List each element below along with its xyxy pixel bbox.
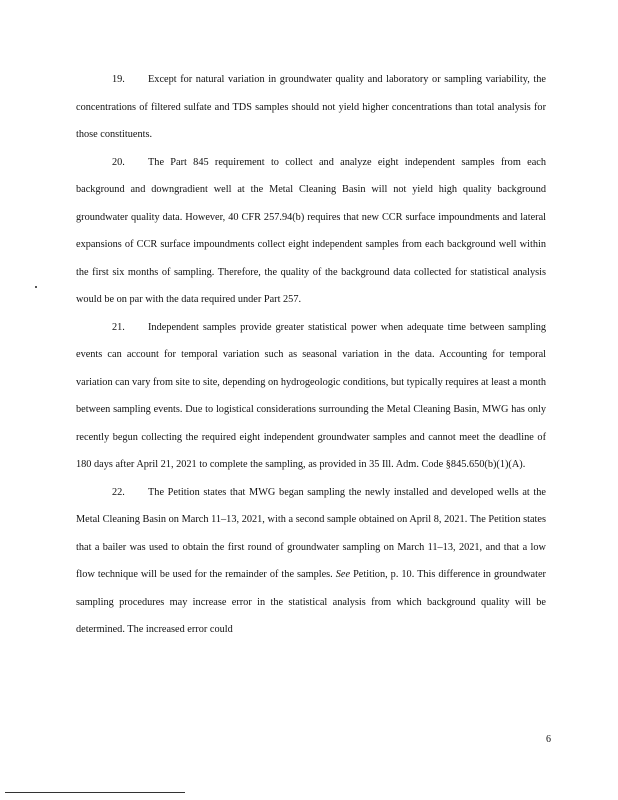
paragraph-number: 21. — [112, 321, 125, 333]
paragraph-text: The Petition states that MWG began sampling the newly installed and developed wells at the Metal Cleaning Basin on March 11–13, 2021, with a second sample obtained on April 8, 2021. The Petition states that a bailer was used to obtain the first round of groundwater sampling on March 11–13, 2021, and that a low flow technique will be used for the remainder of the samples. — [76, 486, 546, 580]
document-body — [76, 66, 546, 644]
citation-signal: See — [335, 569, 351, 580]
paragraph-number: 22. — [112, 486, 125, 498]
paragraph-20 — [76, 149, 546, 314]
paragraph-text: Independent samples provide greater statistical power when adequate time between sampling events can account for temporal variation such as seasonal variation in the data. Accounting for temporal variation can vary from site to site, depending on hydrogeologic conditions, but typically requires at least a month between sampling events. Due to logistical considerations surrounding the Metal Cleaning Basin, MWG has only recently begun collecting the required eight independent groundwater samples and cannot meet the deadline of 180 days after April 21, 2021 to complete the sampling, as provided in 35 Ill. Adm. Code §845.650(b)(1)(A). — [76, 321, 546, 470]
paragraph-number: 20. — [112, 156, 125, 168]
paragraph-text: The Part 845 requirement to collect and analyze eight independent samples from each background and downgradient well at the Metal Cleaning Basin will not yield high quality background groundwater quality data. However, 40 CFR 257.94(b) requires that new CCR surface impoundments and lateral expansions of CCR surface impoundments collect eight independent samples from each background well within the first six months of sampling. Therefore, the quality of the background data collected for statistical analysis would be on par with the data required under Part 257. — [76, 156, 546, 305]
footer-rule — [5, 792, 185, 793]
scan-artifact — [35, 286, 37, 288]
paragraph-text: Except for natural variation in groundwater quality and laboratory or sampling variability, the concentrations of filtered sulfate and TDS samples should not yield higher concentrations than total analysis for those constituents. — [76, 74, 546, 140]
paragraph-text-continued: Petition, p. 10. This difference in groundwater sampling procedures may increase error in the statistical analysis from which background quality will be determined. The increased error could — [76, 569, 546, 635]
page-number: 6 — [546, 734, 551, 745]
paragraph-number: 19. — [112, 74, 125, 85]
paragraph-22 — [76, 479, 546, 644]
paragraph-19 — [76, 66, 546, 149]
paragraph-21 — [76, 314, 546, 479]
